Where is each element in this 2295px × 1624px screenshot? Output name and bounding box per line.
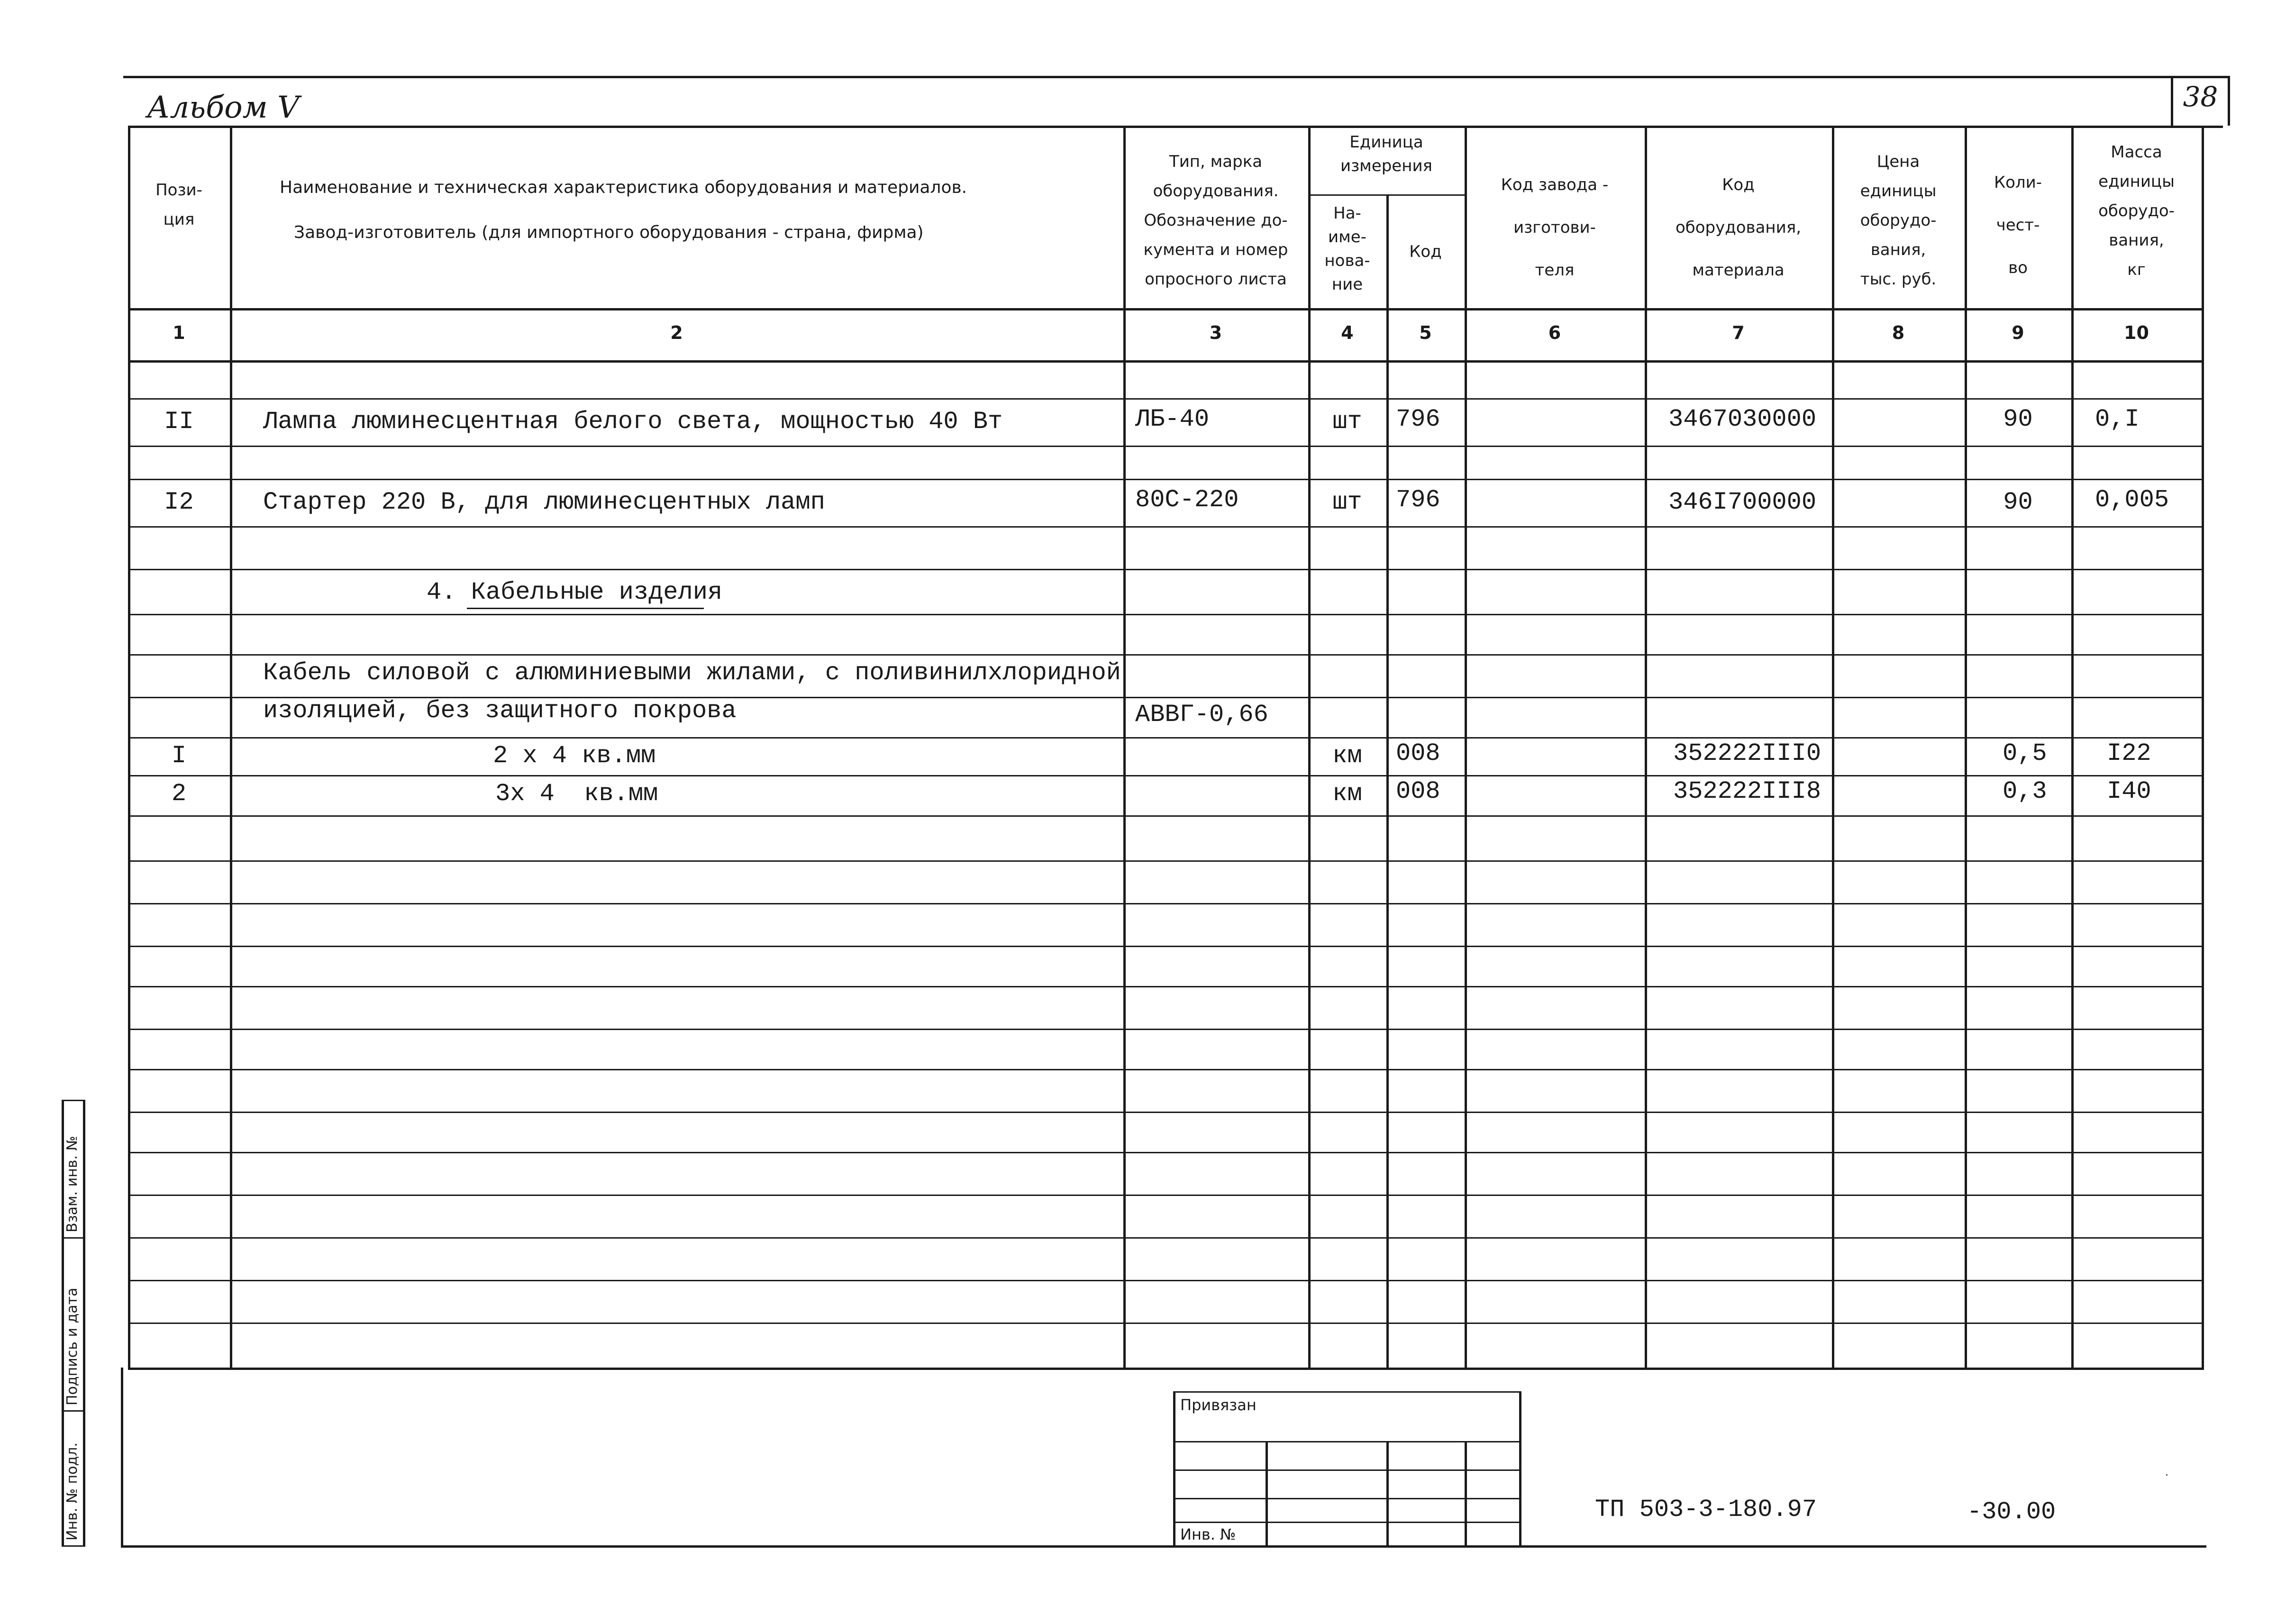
row-mass: 0,005 xyxy=(2095,486,2169,514)
header-quantity: Коли- чест- во xyxy=(1994,173,2042,277)
side-label-orig-inv: Инв. № подл. xyxy=(64,1442,81,1541)
row-line xyxy=(128,614,2204,615)
column-number: 2 xyxy=(670,322,683,343)
header-unit-name: На- име- нова- ние xyxy=(1324,204,1370,294)
row-line xyxy=(128,446,2204,447)
column-number: 6 xyxy=(1548,322,1561,343)
row-name: 2 х 4 кв.мм xyxy=(493,742,656,770)
row-mass: I22 xyxy=(2107,739,2151,767)
row-position: I xyxy=(171,742,187,770)
row-unit-code: 796 xyxy=(1396,405,1440,433)
row-line xyxy=(128,569,2204,570)
row-line xyxy=(128,946,2204,947)
row-line xyxy=(128,903,2204,904)
frame-right-trace xyxy=(2166,1474,2168,1476)
row-line xyxy=(128,1323,2204,1324)
row-line xyxy=(128,1069,2204,1070)
frame-left-bottom xyxy=(121,1368,123,1548)
row-line xyxy=(128,1280,2204,1281)
col-line-4 xyxy=(1386,194,1389,1370)
top-border xyxy=(123,76,2228,78)
row-name: Лампа люминесцентная белого света, мощностью 40 Вт xyxy=(263,408,1003,436)
col-line-6 xyxy=(1645,126,1647,1370)
header-material-code: Код оборудования, материала xyxy=(1675,175,1802,280)
stamp-col xyxy=(1266,1441,1268,1548)
document-code: ТП 503-3-180.97 xyxy=(1595,1496,1817,1524)
col-line-9 xyxy=(2071,126,2074,1370)
row-name-line1: Кабель силовой с алюминиевыми жилами, с поливинилхлоридной xyxy=(263,659,1121,687)
side-strip-line xyxy=(62,1237,85,1239)
album-label: Альбом V xyxy=(147,90,300,125)
row-unit: шт xyxy=(1332,408,1362,436)
row-position: II xyxy=(164,408,194,436)
row-quantity: 0,5 xyxy=(2003,739,2047,767)
row-line xyxy=(128,526,2204,528)
row-line xyxy=(128,1152,2204,1153)
row-line xyxy=(128,398,2204,400)
header-position: Пози- ция xyxy=(155,181,202,229)
side-strip-right xyxy=(83,1100,85,1545)
header-unit-group: Единица измерения xyxy=(1340,133,1433,175)
header-name-line2: Завод-изготовитель (для импортного оборудования - страна, фирма) xyxy=(294,223,924,242)
stamp-top xyxy=(1173,1391,1521,1393)
row-position: 2 xyxy=(171,780,187,808)
row-material-code: 352222III0 xyxy=(1673,739,1821,767)
row-line xyxy=(128,1029,2204,1030)
column-number: 10 xyxy=(2124,322,2149,343)
col-line-2 xyxy=(1123,126,1126,1370)
column-number: 4 xyxy=(1341,322,1354,343)
row-material-code: 352222III8 xyxy=(1673,777,1821,805)
row-unit: шт xyxy=(1332,488,1362,516)
section-heading-underline xyxy=(467,608,704,609)
column-number: 7 xyxy=(1732,322,1745,343)
page-number-box-right xyxy=(2228,76,2230,126)
row-line xyxy=(128,1237,2204,1239)
header-unit-code: Код xyxy=(1409,242,1442,261)
row-material-code: 346I700000 xyxy=(1668,488,1817,516)
row-name: Стартер 220 В, для люминесцентных ламп xyxy=(263,488,825,516)
side-strip-line xyxy=(62,1410,85,1412)
stamp-col xyxy=(1465,1441,1467,1548)
header-factory-code: Код завода - изготови- теля xyxy=(1501,175,1609,280)
sheet-code: -30.00 xyxy=(1967,1498,2056,1526)
column-number: 1 xyxy=(173,322,185,343)
row-type: 80С-220 xyxy=(1135,486,1239,514)
header-name-line1: Наименование и техническая характеристика оборудования и материалов. xyxy=(280,178,967,197)
column-number: 9 xyxy=(2012,322,2024,343)
row-name: 3х 4 кв.мм xyxy=(495,780,658,808)
row-line xyxy=(128,737,2204,739)
row-type: АВВГ-0,66 xyxy=(1135,701,1268,729)
row-line xyxy=(128,986,2204,987)
row-unit: км xyxy=(1332,780,1362,808)
stamp-col xyxy=(1386,1441,1389,1548)
side-label-signature-date: Подпись и дата xyxy=(64,1287,81,1405)
header-type: Тип, марка оборудования. Обозначение до- кумента и номер опросного листа xyxy=(1143,152,1288,289)
col-line-10 xyxy=(2202,126,2204,1370)
column-number: 3 xyxy=(1209,322,1222,343)
col-line-7 xyxy=(1832,126,1834,1370)
table-bottom-border xyxy=(128,1368,2204,1370)
row-line xyxy=(128,815,2204,817)
stamp-line xyxy=(1173,1469,1521,1471)
header-price: Цена единицы оборудо- вания, тыс. руб. xyxy=(1860,152,1937,289)
column-number: 5 xyxy=(1419,322,1432,343)
row-line xyxy=(128,479,2204,480)
side-label-replaces-inv: Взам. инв. № xyxy=(64,1136,81,1232)
page-number-box-left xyxy=(2171,76,2173,126)
stamp-inv-label: Инв. № xyxy=(1180,1525,1236,1543)
side-strip-line xyxy=(62,1545,85,1547)
header-mass: Масса единицы оборудо- вания, кг xyxy=(2098,143,2175,279)
column-number-row-border xyxy=(128,360,2204,363)
row-line xyxy=(128,775,2204,776)
row-position: I2 xyxy=(164,488,194,516)
stamp-line xyxy=(1173,1522,1521,1523)
row-mass: I40 xyxy=(2107,777,2151,805)
row-line xyxy=(128,654,2204,656)
row-unit: км xyxy=(1332,742,1362,770)
row-unit-code: 008 xyxy=(1396,739,1440,767)
col-line-8 xyxy=(1965,126,1967,1370)
stamp-attached-label: Привязан xyxy=(1180,1396,1257,1414)
row-line xyxy=(128,1195,2204,1196)
frame-bottom-border xyxy=(121,1545,2206,1548)
col-line-1 xyxy=(230,126,232,1370)
column-number: 8 xyxy=(1892,322,1905,343)
stamp-line xyxy=(1173,1498,1521,1499)
row-unit-code: 008 xyxy=(1396,777,1440,805)
row-type: ЛБ-40 xyxy=(1135,405,1210,433)
row-quantity: 90 xyxy=(2003,488,2033,516)
row-quantity: 0,3 xyxy=(2003,777,2047,805)
header-bottom-border xyxy=(128,308,2204,310)
row-line xyxy=(128,860,2204,862)
side-strip-line xyxy=(62,1100,85,1101)
col-line-5 xyxy=(1465,126,1467,1370)
section-heading: 4. Кабельные изделия xyxy=(427,578,723,606)
row-unit-code: 796 xyxy=(1396,486,1440,514)
page-number: 38 xyxy=(2183,81,2218,113)
row-mass: 0,I xyxy=(2095,405,2140,433)
table-top-border xyxy=(128,126,2223,128)
row-quantity: 90 xyxy=(2003,405,2033,433)
row-line xyxy=(128,1112,2204,1113)
stamp-line xyxy=(1173,1441,1521,1442)
row-material-code: 3467030000 xyxy=(1668,405,1817,433)
row-name-line2: изоляцией, без защитного покрова xyxy=(263,697,737,725)
